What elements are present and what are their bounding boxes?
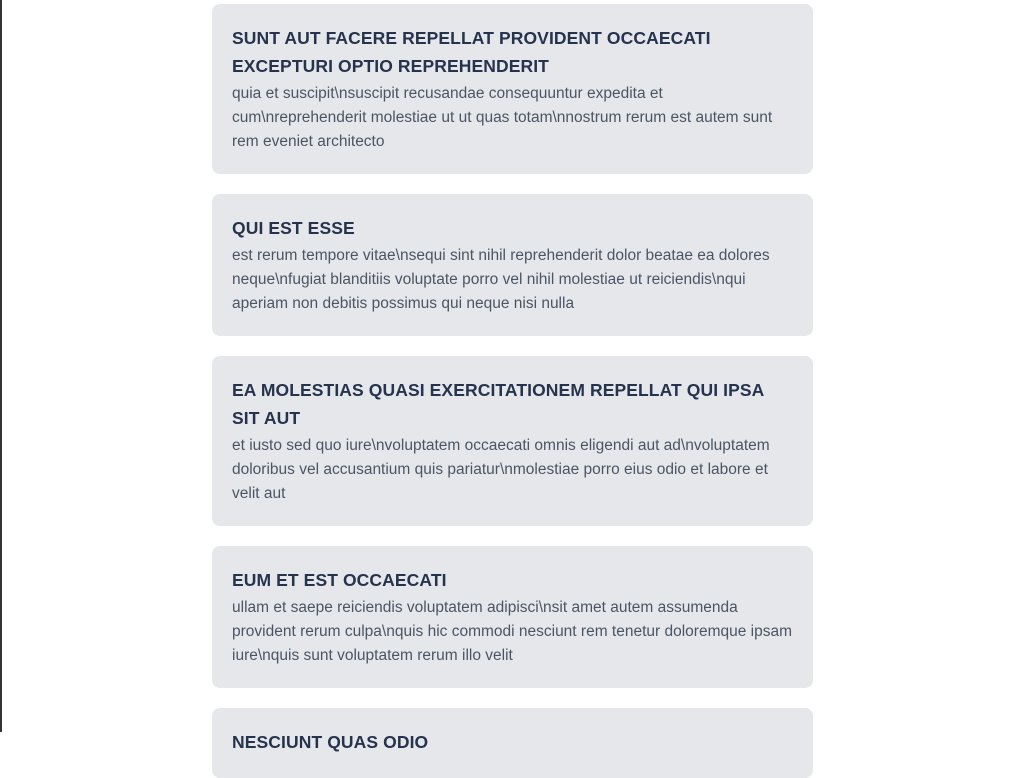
- post-title: EUM ET EST OCCAECATI: [232, 570, 447, 590]
- post-card: [212, 4, 813, 174]
- post-body: et iusto sed quo iure\nvoluptatem occaecati omnis eligendi aut ad\nvoluptatem doloribus vel accusantium quis pariatur\nmolestiae porro eius odio et labore et velit aut: [232, 437, 770, 502]
- post-title: SUNT AUT FACERE REPELLAT PROVIDENT OCCAECATI EXCEPTURI OPTIO REPREHENDERIT: [232, 28, 711, 76]
- post-body: ullam et saepe reiciendis voluptatem adipisci\nsit amet autem assumenda provident rerum culpa\nquis hic commodi nesciunt rem tenetur doloremque ipsam iure\nquis sunt voluptatem rerum illo velit: [232, 599, 792, 664]
- post-card: [212, 356, 813, 526]
- post-card: [212, 194, 813, 336]
- post-body: quia et suscipit\nsuscipit recusandae consequuntur expedita et cum\nreprehenderit molestiae ut ut quas totam\nnostrum rerum est autem sunt rem eveniet architecto: [232, 85, 773, 150]
- post-title: QUI EST ESSE: [232, 218, 355, 238]
- post-title: NESCIUNT QUAS ODIO: [232, 732, 429, 752]
- posts-list: [212, 0, 813, 778]
- post-card: [212, 708, 813, 778]
- post-card: [212, 546, 813, 688]
- post-body: est rerum tempore vitae\nsequi sint nihil reprehenderit dolor beatae ea dolores neque\nfugiat blanditiis voluptate porro vel nihil molestiae ut reiciendis\nqui aperiam non debitis possimus qui neque nisi nulla: [232, 247, 770, 312]
- post-title: EA MOLESTIAS QUASI EXERCITATIONEM REPELLAT QUI IPSA SIT AUT: [232, 380, 764, 428]
